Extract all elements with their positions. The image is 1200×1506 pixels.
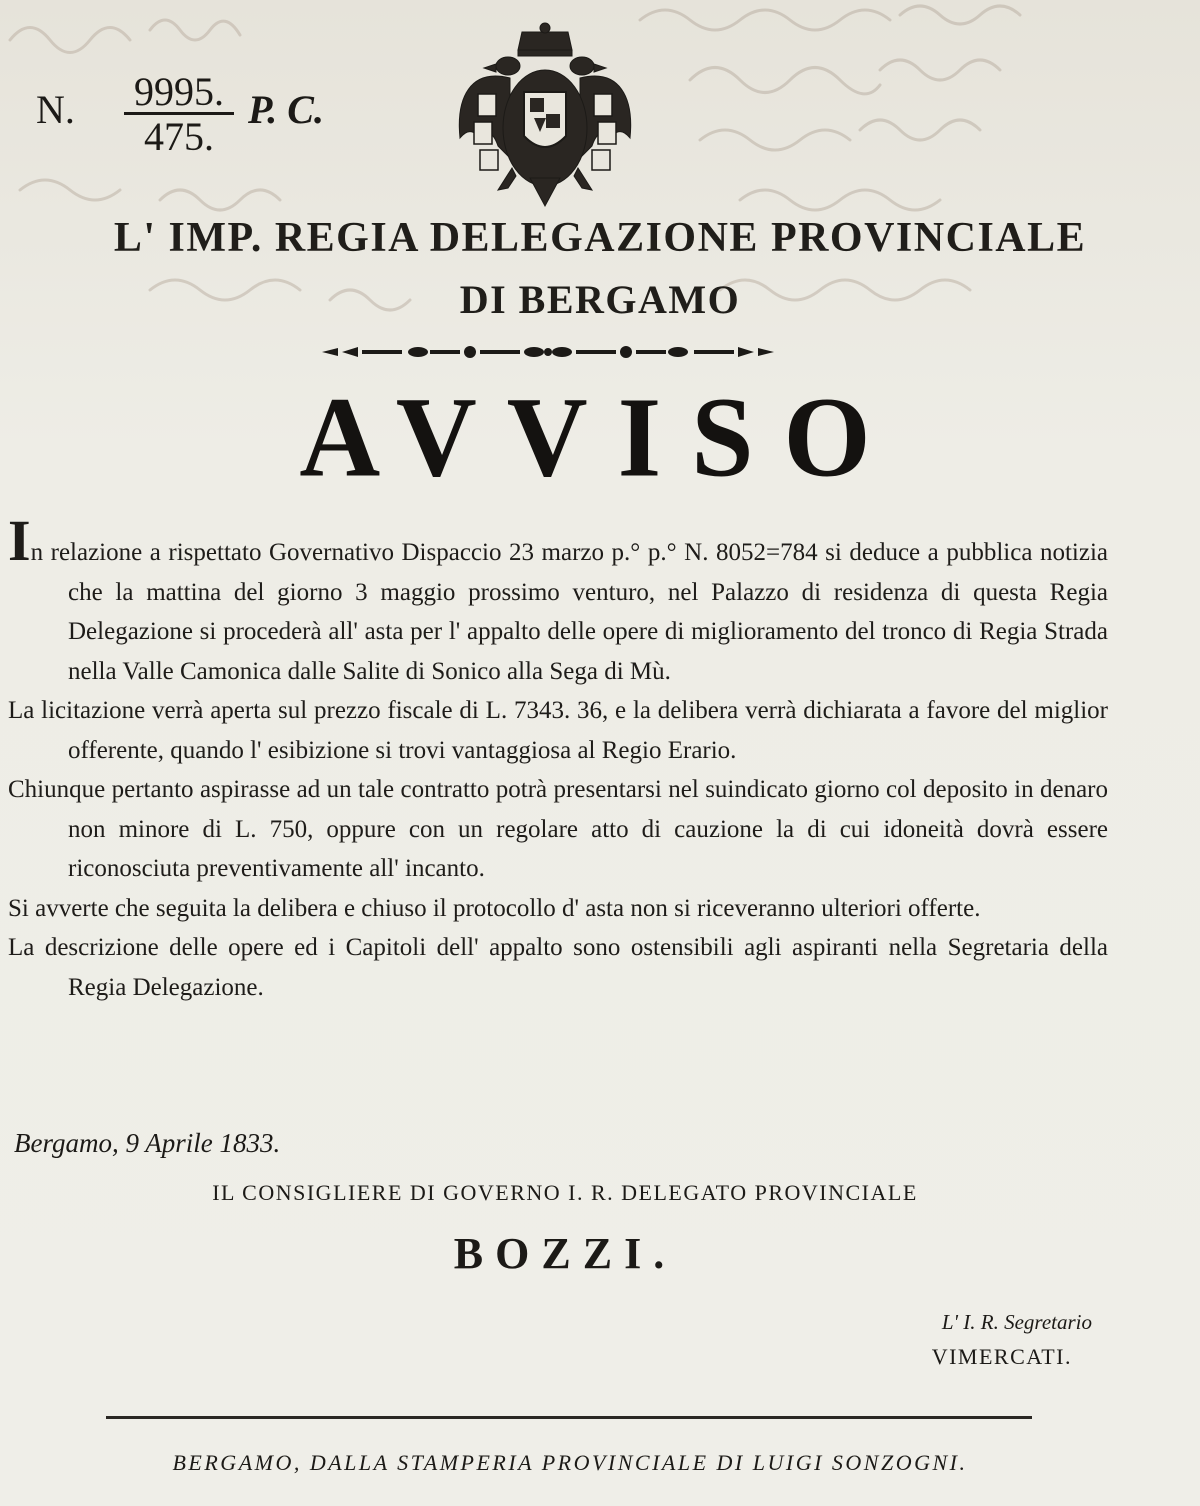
footer-divider — [106, 1416, 1032, 1419]
protocol-numerator: 9995. — [124, 72, 234, 115]
paragraph-closing-of-bids: Si avverte che seguita la delibera e chiuso il protocollo d' asta non si riceveranno ulteriori offerte. — [8, 894, 981, 922]
typographic-ornament-divider-icon — [318, 340, 778, 364]
paragraph-documents-available: La descrizione delle opere ed i Capitoli dell' appalto sono ostensibili agli aspiranti nella Segretaria della Regia Delegazione. — [8, 934, 1108, 1001]
paragraph-deposit-requirement: Chiunque pertanto aspirasse ad un tale contratto potrà presentarsi nel suindicato giorno col deposito in denaro non minore di L. 750, oppure con un regolare atto di cauzione la di cui idoneità dovrà essere riconosciuta preventivamente all' incanto. — [8, 776, 1108, 882]
protocol-number — [36, 69, 326, 162]
notice-body — [8, 508, 1108, 1007]
paragraph-starting-price: La licitazione verrà aperta sul prezzo fiscale di L. 7343. 36, e la delibera verrà dichiarata a favore del miglior offerente, quando l' esibizione si trovi vantaggiosa al Regio Erario. — [8, 697, 1108, 764]
protocol-suffix: P. C. — [248, 87, 324, 132]
protocol-prefix: N. — [36, 87, 75, 132]
protocol-denominator: 475. — [144, 114, 214, 159]
place-and-date: Bergamo, 9 Aprile 1833. — [14, 1128, 281, 1158]
imperial-double-headed-eagle-crest-icon — [450, 18, 640, 208]
signatory-role: IL CONSIGLIERE DI GOVERNO I. R. DELEGATO PROVINCIALE — [212, 1180, 918, 1205]
secretary-title: L' I. R. Segretario — [941, 1310, 1092, 1334]
issuing-authority-heading: L' IMP. REGIA DELEGAZIONE PROVINCIALE — [113, 215, 1087, 261]
notice-title: AVVISO — [299, 374, 901, 502]
protocol-fraction — [124, 69, 234, 159]
paragraph-auction-announcement — [8, 508, 1108, 691]
city-heading: DI BERGAMO — [459, 277, 741, 322]
paragraph-auction-announcement-text: n relazione a rispettato Governativo Dispaccio 23 marzo p.° p.° N. 8052=784 si deduce a pubblica notizia che la mattina del giorno 3 maggio prossimo venturo, nel Palazzo di residenza di questa Regia Delegazione si procederà all' asta per l' appalto delle opere di miglioramento del tronco di Regia Strada nella Valle Camonica dalle Salite di Sonico alla Sega di Mù. — [30, 539, 1108, 685]
signatory-name: BOZZI. — [453, 1229, 677, 1278]
secretary-name: VIMERCATI. — [931, 1344, 1072, 1369]
printer-imprint: BERGAMO, DALLA STAMPERIA PROVINCIALE DI LUIGI SONZOGNI. — [172, 1450, 968, 1475]
drop-cap-initial: I — [8, 508, 31, 573]
